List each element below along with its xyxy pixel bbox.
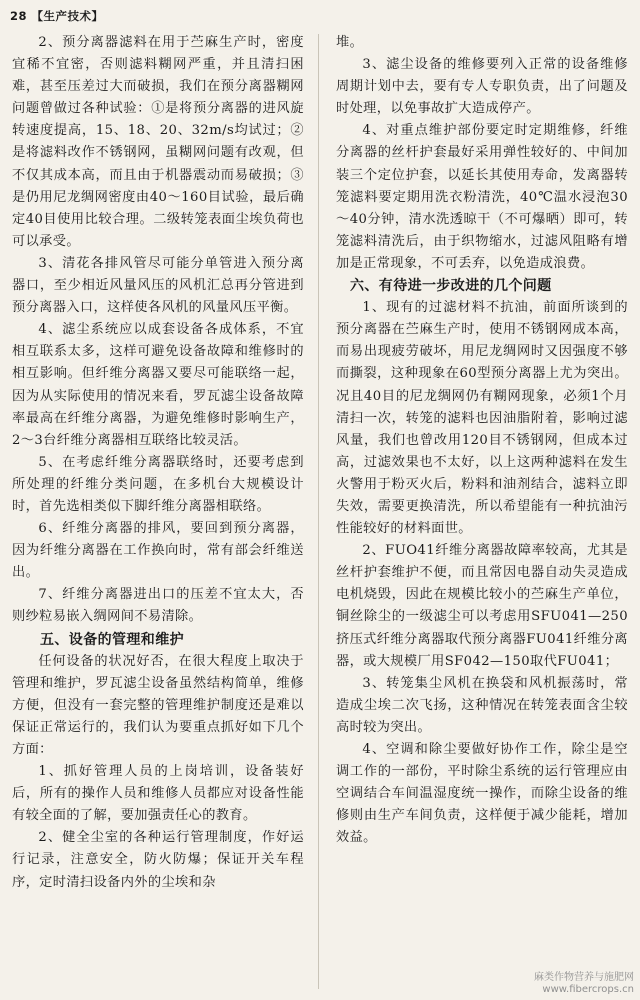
watermark-text: 麻类作物营养与施肥网 bbox=[534, 972, 634, 983]
section-heading-5: 五、设备的管理和维护 bbox=[40, 631, 184, 648]
paragraph: 4、空调和除尘要做好协作工作，除尘是空调工作的一部份，平时除尘系统的运行管理应由空调结合车间温湿度统一操作，而除尘设备的维修则由生产车间负责，这样便于减少能耗，增加效益。 bbox=[336, 742, 628, 846]
page-header bbox=[10, 8, 104, 24]
paragraph: 任何设备的状况好否，在很大程度上取决于管理和维护，罗瓦滤尘设备虽然结构简单，维修方便，但没有一套完整的管理维护制度还是难以保证正常运行的，我们认为要重点抓好如下几个方面： bbox=[12, 653, 304, 757]
page-number: 28 bbox=[10, 9, 28, 23]
paragraph: 5、在考虑纤维分离器联络时，还要考虑到所处理的纤维分类问题，在多机台大规模设计时，首先选相类似下脚纤维分离器相联络。 bbox=[12, 454, 304, 514]
paragraph: 1、现有的过滤材料不抗油，前面所谈到的预分离器在苎麻生产时，使用不锈钢网成本高，而易出现疲劳破坏，用尼龙绸网时又因强度不够而撕裂，这种现象在60型预分离器上尤为突出。况且40目的尼龙绸网仍有糊网现象，必须1个月清扫一次，转笼的滤料也因油脂附着，影响过滤风量，我们也曾改用120目不锈钢网，但成本过高，过滤效果也不太好，以上这两种滤料在发生火警用于粉灭火后，粉料和油剂结合，滤料立即失效，需要更换清洗，所以希望能有一种抗油污性能较好的材料面世。 bbox=[336, 300, 628, 537]
paragraph-continuation: 堆。 bbox=[336, 35, 364, 50]
paragraph: 1、抓好管理人员的上岗培训，设备装好后，所有的操作人员和维修人员都应对设备性能有较全面的了解，要加强责任心的教育。 bbox=[12, 764, 304, 824]
right-column bbox=[336, 32, 628, 849]
paragraph: 3、清花各排风管尽可能分单管进入预分离器口，至少相近风量风压的风机汇总再分管进到预分离器入口，这样使各风机的风量风压平衡。 bbox=[12, 255, 304, 316]
paragraph: 4、滤尘系统应以成套设备各成体系，不宜相互联系太多，这样可避免设备故障和维修时的相互影响。但纤维分离器又要尽可能联络一起，因为从实际使用的情况来看，罗瓦滤尘设备故障率最高在纤维分离器，为避免维修时影响生产，2～3台纤维分离器相互联络比较灵活。 bbox=[12, 322, 304, 448]
paragraph: 6、纤维分离器的排风，要回到预分离器，因为纤维分离器在工作换向时，常有部会纤维送出。 bbox=[12, 521, 304, 581]
watermark-url: www.fibercrops.cn bbox=[542, 984, 634, 995]
paragraph: 7、纤维分离器进出口的压差不宜太大，否则纱粒易嵌入绸网间不易清除。 bbox=[12, 587, 304, 625]
paragraph: 2、预分离器滤料在用于苎麻生产时，密度宜稀不宜密，否则滤料糊网严重，并且清扫困难，甚至压差过大而破损，我们在预分离器糊网问题曾做过各种试验：①是将预分离器的进风旋转速度提高，15、18、20、32m/s均试过；②是将滤料改作不锈钢网，虽糊网问题有改观，但不仅其成本高，而且由于机器震动而易破损；③是仍用尼龙绸网密度由40～160目试验，最后确定40目使用比较合理。二级转笼表面尘埃负荷也可以承受。 bbox=[12, 35, 304, 249]
left-column bbox=[12, 32, 304, 894]
column-divider bbox=[318, 34, 319, 989]
section-heading-6: 六、有待进一步改进的几个问题 bbox=[350, 278, 552, 295]
watermark bbox=[534, 972, 634, 996]
paragraph: 3、转笼集尘风机在换袋和风机振荡时，常造成尘埃二次飞扬，这种情况在转笼表面含尘较高时较为突出。 bbox=[336, 675, 628, 735]
paragraph: 4、对重点维护部份要定时定期维修，纤维分离器的丝杆护套最好采用弹性较好的、中间加装三个定位护套，以延长其使用寿命，发离器转笼滤料要定期用洗衣粉清洗，40℃温水浸泡30～40分钟，清水洗透晾干（不可爆晒）即可，转笼滤料清洗后，由于织物缩水，过滤风阻略有增加是正常现象，不可丢弃，以免造成浪费。 bbox=[336, 123, 628, 271]
paragraph: 2、FUO41纤维分离器故障率较高，尤其是丝杆护套维护不便，而且常因电器自动失灵造成电机烧毁，因此在规模比较小的苎麻生产单位，铜丝除尘的一级滤尘可以考虑用SFU041—250挤压式纤维分离器取代预分离器FU041纤维分离器，或大规模厂用SF042—150取代FU041； bbox=[336, 543, 629, 669]
section-title: 【生产技术】 bbox=[31, 9, 104, 23]
paragraph: 2、健全尘室的各种运行管理制度，作好运行记录，注意安全，防火防爆；保证开关车程序，定时清扫设备内外的尘埃和杂 bbox=[12, 830, 304, 890]
paragraph: 3、滤尘设备的维修要列入正常的设备维修周期计划中去，要有专人专职负责，出了问题及时处理，以免事故扩大造成停产。 bbox=[336, 57, 628, 117]
